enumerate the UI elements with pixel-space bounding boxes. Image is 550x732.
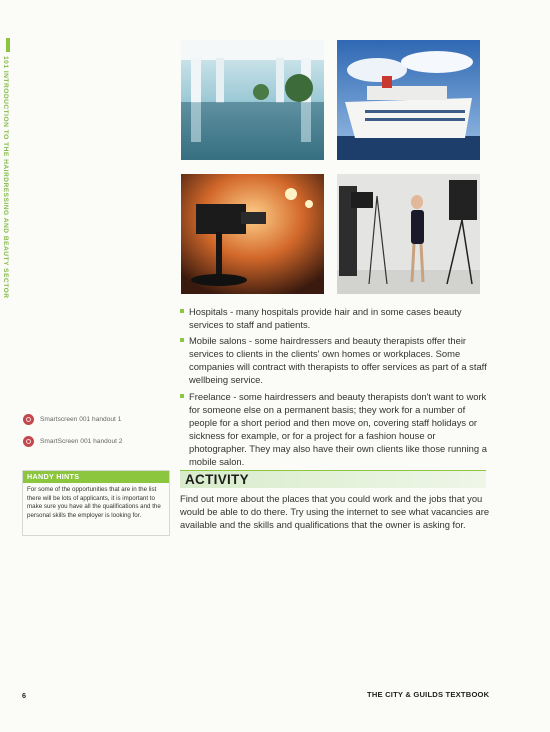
handout-label: SmartScreen 001 handout 2 (40, 437, 123, 445)
book-title: THE CITY & GUILDS TEXTBOOK (367, 690, 490, 699)
list-item: Mobile salons - some hairdressers and beauty therapists offer their services to clients in the clients' own homes or workplaces. Some companies will contract with therapists to offer services as part of a staff wellbeing service. (180, 334, 492, 386)
smartscreen-icon (23, 436, 34, 447)
handout-label: Smartscreen 001 handout 1 (40, 415, 122, 423)
chapter-title: 101 INTRODUCTION TO THE HAIRDRESSING AND BEAUTY SECTOR (2, 56, 9, 299)
list-item: Hospitals - many hospitals provide hair and in some cases beauty services to staff and patients. (180, 305, 492, 331)
handout-link-2[interactable] (23, 434, 122, 448)
handy-hints-title: HANDY HINTS (23, 471, 169, 483)
activity-title: ACTIVITY (185, 472, 249, 487)
handy-hints-box (22, 470, 170, 536)
workplace-list (180, 305, 492, 471)
list-item: Freelance - some hairdressers and beauty therapists don't want to work for someone else on a permanent basis; they work for a number of people for a short period and then move on, covering staff holidays or sickness for example, or for a project for a fashion house or photographer. They may also have their own clients like those running a mobile salon. (180, 390, 492, 469)
handout-link-1[interactable] (23, 412, 121, 426)
activity-header (180, 470, 486, 488)
handy-hints-text: For some of the opportunities that are in the list there will be lots of applicants, it is important to make sure you have all the qualifications and the personal skills the employer is looking for. (27, 486, 161, 519)
activity-text: Find out more about the places that you could work and the jobs that you would be able to do there. Try using the internet to see what vacancies are available and the skills and qualifications that the owner is asking for. (180, 493, 490, 531)
chapter-accent-bar (6, 38, 10, 52)
page-number: 6 (22, 691, 26, 700)
fashion-photo-shoot-photo (337, 174, 480, 294)
reflective-hall-photo (181, 40, 324, 160)
smartscreen-icon (23, 414, 34, 425)
tv-studio-camera-photo (181, 174, 324, 294)
cruise-ship-photo (337, 40, 480, 160)
